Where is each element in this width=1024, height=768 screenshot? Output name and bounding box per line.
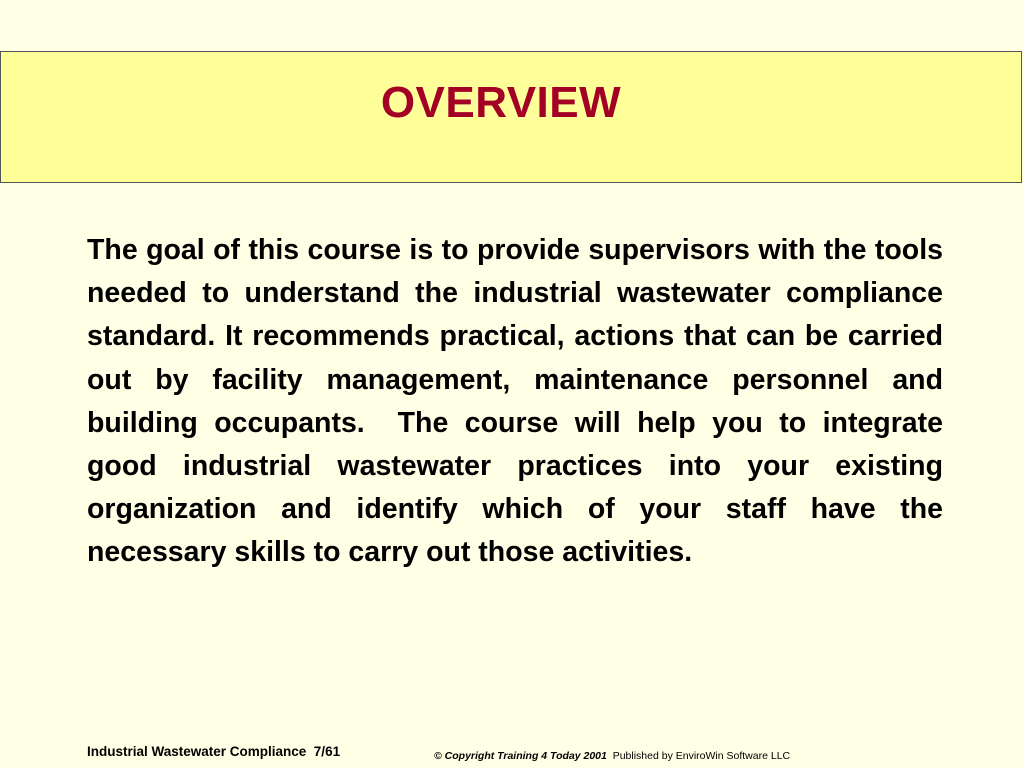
title-banner <box>0 51 1022 183</box>
overview-paragraph: The goal of this course is to provide supervisors with the tools needed to understand the industrial wastewater compliance standard. It recommends practical, actions that can be carried out by facility management, maintenance personnel and building occupants. The course will help you to integrate good industrial wastewater practices into your existing organization and identify which of your staff have the necessary skills to carry out those activities. <box>87 234 951 569</box>
slide-title: OVERVIEW <box>380 78 622 127</box>
footer-copyright <box>434 750 790 762</box>
footer-course-page: Industrial Wastewater Compliance 7/61 <box>87 744 341 759</box>
publisher-text: Published by EnviroWin Software LLC <box>612 750 791 762</box>
copyright-text: © Copyright Training 4 Today 2001 <box>434 750 607 762</box>
